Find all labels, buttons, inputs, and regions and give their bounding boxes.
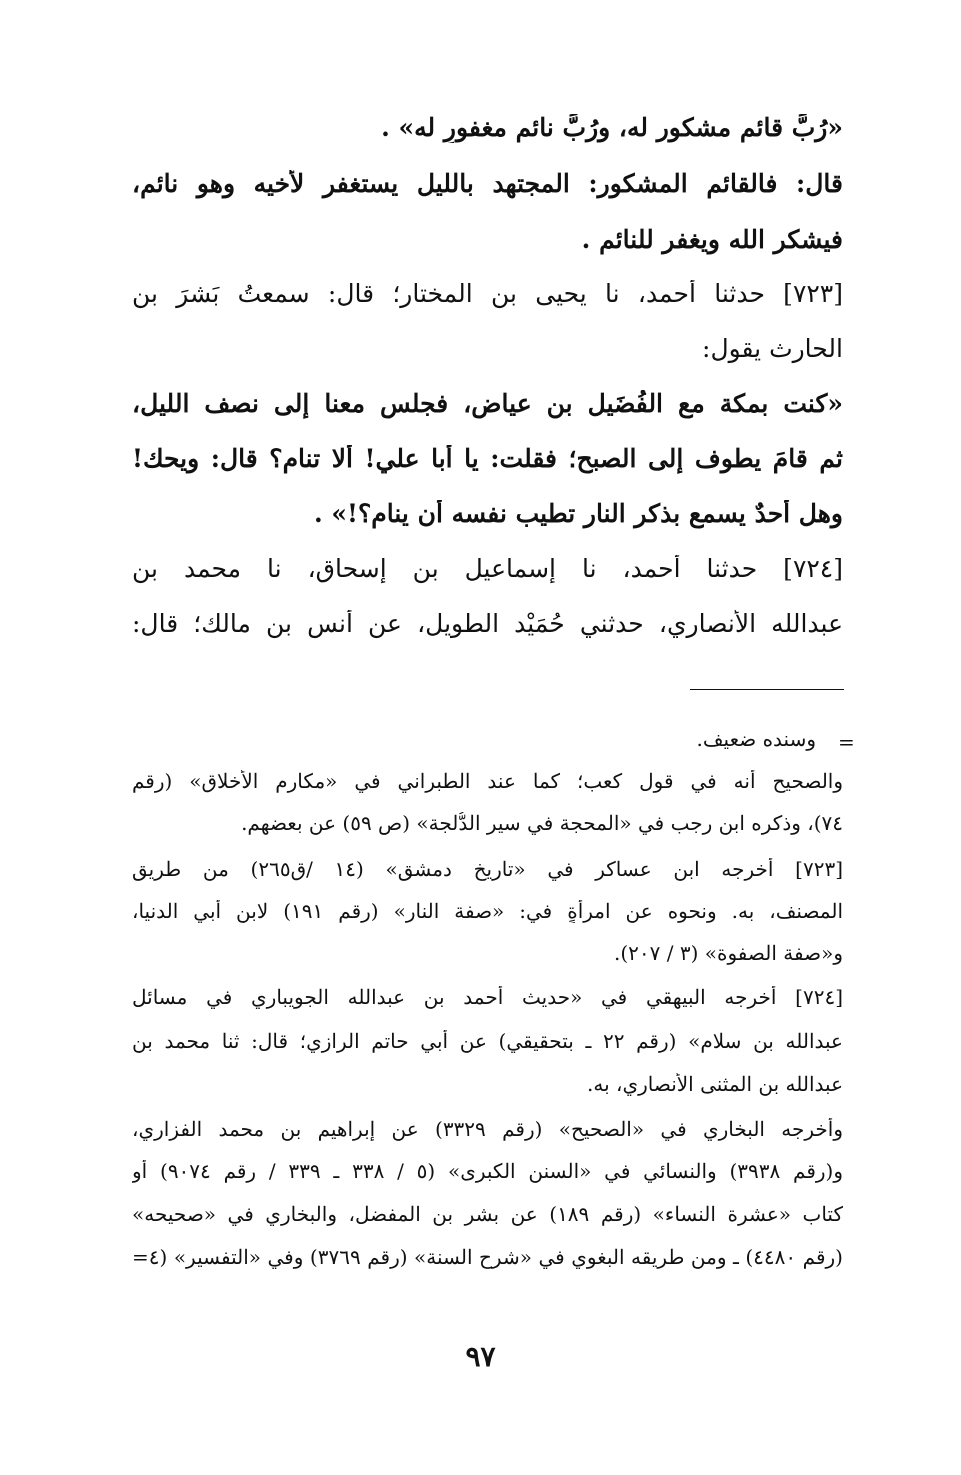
main-text-line: [٧٢٤] حدثنا أحمد، نا إسماعيل بن إسحاق، نا محمد بن bbox=[132, 555, 843, 583]
main-text-line: «كنت بمكة مع الفُضَيل بن عياض، فجلس معنا إلى نصف الليل، bbox=[132, 390, 843, 418]
footnote-line: عبدالله بن سلام» (رقم ٢٢ ـ بتحقيقي) عن أبي حاتم الرازي؛ قال: ثنا محمد بن bbox=[132, 1030, 843, 1053]
page-number: ٩٧ bbox=[465, 1340, 496, 1373]
footnote-line: ٧٤)، وذكره ابن رجب في «المحجة في سير الدُّلجة» (ص ٥٩) عن بعضهم. bbox=[241, 812, 843, 835]
main-text-line: الحارث يقول: bbox=[702, 335, 843, 363]
footnote-line: و«صفة الصفوة» (٣ / ٢٠٧). bbox=[613, 942, 843, 965]
main-text-line: وهل أحدٌ يسمع بذكر النار تطيب نفسه أن ينام؟!» . bbox=[314, 500, 843, 528]
footnote-line: المصنف، به. ونحوه عن امرأةٍ في: «صفة النار» (رقم ١٩١) لابن أبي الدنيا، bbox=[132, 900, 843, 923]
footnote-continuation-mark: = bbox=[838, 730, 855, 754]
main-text-line: قال: فالقائم المشكور: المجتهد بالليل يستغفر لأخيه وهو نائم، bbox=[132, 170, 843, 198]
main-text-line: «رُبَّ قائمٍ مشكور له، ورُبَّ نائمٍ مغفورٍ له» . bbox=[381, 114, 843, 142]
main-text-line: عبدالله الأنصاري، حدثني حُمَيْد الطويل، عن أنس بن مالك؛ قال: bbox=[132, 610, 843, 638]
footnote-line: عبدالله بن المثنى الأنصاري، به. bbox=[586, 1073, 843, 1096]
main-text-line: فيشكر الله ويغفر للنائم . bbox=[581, 226, 843, 254]
footnote-line: كتاب «عشرة النساء» (رقم ١٨٩) عن بشر بن المفضل، والبخاري في «صحيحه» bbox=[132, 1203, 843, 1226]
main-text-line: [٧٢٣] حدثنا أحمد، نا يحيى بن المختار؛ قال: سمعتُ بَشرَ بن bbox=[132, 280, 843, 308]
footnote-line: [٧٢٣] أخرجه ابن عساكر في «تاريخ دمشق» (١٤ /ق٢٦٥) من طريق bbox=[132, 858, 843, 881]
footnote-line: وأخرجه البخاري في «الصحيح» (رقم ٣٣٢٩) عن إبراهيم بن محمد الفزاري، bbox=[132, 1118, 843, 1141]
footnote-line: و(رقم ٣٩٣٨) والنسائي في «السنن الكبرى» (٥ / ٣٣٨ ـ ٣٣٩ / رقم ٩٠٧٤) أو bbox=[132, 1160, 843, 1183]
footnote-line: [٧٢٤] أخرجه البيهقي في «حديث أحمد بن عبدالله الجويباري في مسائل bbox=[132, 986, 843, 1009]
footnote-line: والصحيح أنه في قول كعب؛ كما عند الطبراني في «مكارم الأخلاق» (رقم bbox=[132, 770, 843, 793]
footnote-line: (رقم ٤٤٨٠) ـ ومن طريقه البغوي في «شرح السنة» (رقم ٣٧٦٩) وفي «التفسير» (٤= bbox=[132, 1246, 843, 1269]
main-text-line: ثم قامَ يطوف إلى الصبح؛ فقلت: يا أبا علي! ألا تنام؟ قال: ويحك! bbox=[132, 445, 843, 473]
footnote-line: وسنده ضعيف. bbox=[696, 728, 816, 751]
footnote-separator bbox=[690, 689, 844, 690]
